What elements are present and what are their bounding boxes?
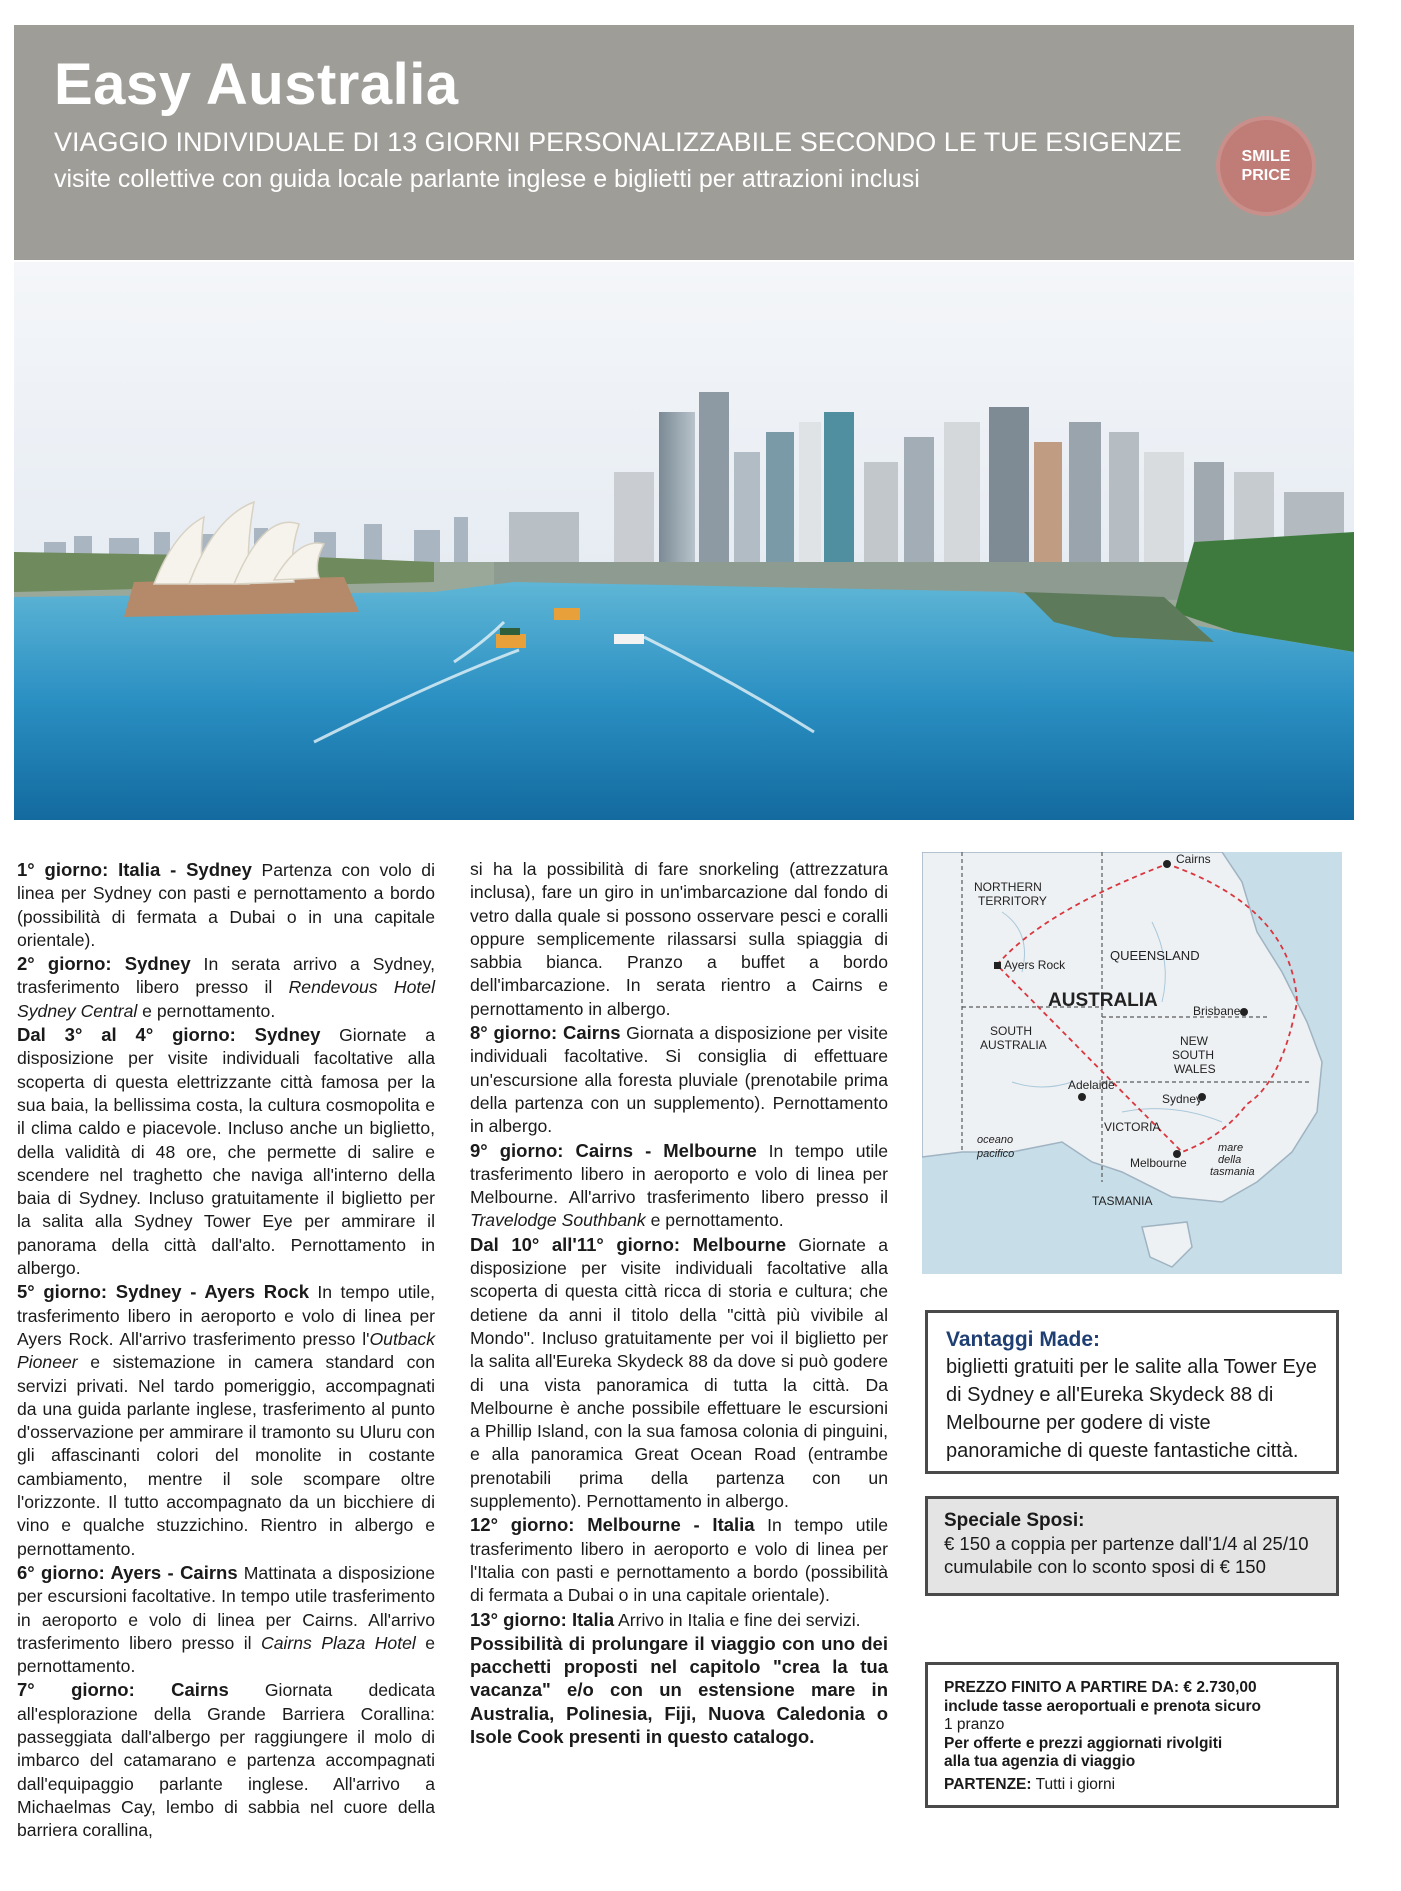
australia-route-map — [922, 852, 1342, 1274]
map-label-south-australia-1: SOUTH — [990, 1024, 1032, 1038]
map-labels — [922, 852, 1342, 1274]
day-3-text: Giornate a disposizione per visite individuali facoltative alla scoperta di questa elettrizzante città famosa per la sua baia, la bellissima costa, la cultura cosmopolita e il clima caldo e piacevole. Incluso anche un biglietto, della validità di 48 ore, che permette di salire e scendere nel traghetto che naviga all'interno della baia di Sydney. Incluso gratuitamente il biglietto per la salita alla Sydney Tower Eye per ammirare il panorama della città dall'alto. Pernottamento in albergo. — [17, 1025, 435, 1279]
speciale-sposi-box — [925, 1496, 1339, 1596]
day-6-title: 6° giorno: Ayers - Cairns — [17, 1561, 238, 1583]
day-2-title: 2° giorno: Sydney — [17, 953, 191, 975]
map-label-sea-3: tasmania — [1210, 1166, 1255, 1178]
day-1-title: 1° giorno: Italia - Sydney — [17, 859, 252, 880]
price-offers: Per offerte e prezzi aggiornati rivolgiti — [944, 1734, 1223, 1752]
price-agency: alla tua agenzia di viaggio — [944, 1753, 1136, 1770]
page-tagline: visite collettive con guida locale parlante inglese e biglietti per attrazioni inclusi — [54, 165, 920, 193]
day-2-hotel: Rendevous Hotel Sydney Central — [17, 977, 435, 1021]
itinerary-day-3 — [17, 1023, 435, 1280]
page-subtitle: VIAGGIO INDIVIDUALE DI 13 GIORNI PERSONALIZZABILE SECONDO LE TUE ESIGENZE — [54, 127, 1182, 157]
badge-line-1: SMILE — [1241, 148, 1291, 165]
map-label-adelaide: Adelaide — [1068, 1078, 1115, 1092]
day-5-title: 5° giorno: Sydney - Ayers Rock — [17, 1281, 309, 1303]
itinerary-column-1 — [17, 858, 435, 1842]
day-5-hotel: Outback Pioneer — [17, 1328, 435, 1373]
day-13-text: Arrivo in Italia e fine dei servizi. — [614, 1609, 861, 1630]
vantaggi-title: Vantaggi Made: — [946, 1328, 1101, 1351]
day-6-text-b: e pernottamento. — [17, 1632, 435, 1677]
sydney-harbour-photo — [14, 262, 1354, 820]
day-5-text-b: e sistemazione in camera standard con servizi privati. Nel tardo pomeriggio, accompagnati da una guida parlante inglese, trasferimento al punto d'osservazione per ammirare il tramonto su Uluru con gli affascinanti colori del monolite in costante cambiamento, mentre il sole scompare oltre l'orizzonte. Il tutto accompagnato da un bicchiere di vino e qualche stuzzichino. Rientro in albergo e pernottamento. — [17, 1352, 435, 1559]
day-7-text-b: si ha la possibilità di fare snorkeling (attrezzatura inclusa), fare un giro in un'imbarcazione dal fondo di vetro dalla quale si possono osservare pesci e coralli oppure semplicemente rilassarsi sulla spiaggia di sabbia bianca. Pranzo a buffet a bordo dell'imbarcazione. In serata rientro a Cairns e pernottamento in albergo. — [470, 859, 888, 1019]
day-13-title: 13° giorno: Italia — [470, 1608, 615, 1630]
day-9-text-a: In tempo utile trasferimento libero in aeroporto e volo di linea per Melbourne. All'arrivo trasferimento libero presso il — [470, 1140, 889, 1208]
map-label-sea-1: mare — [1218, 1142, 1244, 1154]
itinerary-day-2 — [17, 952, 435, 1023]
map-label-ocean-1: oceano — [977, 1134, 1014, 1146]
map-label-nsw-2: SOUTH — [1172, 1048, 1214, 1062]
map-label-brisbane: Brisbane — [1193, 1004, 1241, 1018]
sposi-title: Speciale Sposi: — [944, 1510, 1085, 1531]
map-label-ocean-2: pacifico — [977, 1148, 1015, 1160]
day-12-text: In tempo utile trasferimento libero in aeroporto e volo di linea per l'Italia con pasti e pernottamento a bordo (possibilità di fermata a Dubai o in una capitale orientale). — [470, 1515, 889, 1606]
price-includes: include tasse aeroportuali e prenota sicuro — [944, 1697, 1261, 1715]
itinerary-day-12 — [470, 1513, 888, 1607]
day-9-title: 9° giorno: Cairns - Melbourne — [470, 1139, 757, 1161]
map-label-nsw-3: WALES — [1174, 1062, 1216, 1076]
map-label-sea-2: della — [1218, 1154, 1242, 1166]
departures-value: Tutti i giorni — [1031, 1775, 1116, 1793]
map-label-cairns: Cairns — [1176, 852, 1211, 866]
day-7-text-a: Giornata dedicata all'esplorazione della Grande Barriera Corallina: passeggiata dall'albergo per raggiungere il molo di imbarco del catamarano e partenza accompagnati dall'equipaggio parlante inglese. All'arrivo a Michaelmas Cay, lembo di sabbia nel cuore della barriera corallina, — [17, 1680, 435, 1841]
price-lunch: 1 pranzo — [944, 1716, 1005, 1733]
itinerary-day-7 — [17, 1678, 435, 1842]
itinerary-day-1 — [17, 858, 435, 952]
day-1-text: Partenza con volo di linea per Sydney con pasti e pernottamento a bordo (possibilità di fermata a Dubai o in una capitale orientale). — [17, 860, 436, 950]
map-label-queensland: QUEENSLAND — [1110, 948, 1200, 963]
day-6-hotel: Cairns Plaza Hotel — [261, 1632, 416, 1653]
map-label-sydney: Sydney — [1162, 1092, 1203, 1106]
day-8-text: Giornata a disposizione per visite individuali facoltative. Si consiglia di effettuare un'escursione alla foresta pluviale (prenotabile prima della partenza con un supplemento). Pernottamento in albergo. — [470, 1023, 888, 1137]
departures-label: PARTENZE: — [944, 1775, 1032, 1793]
itinerary-column-2 — [470, 858, 888, 1748]
sposi-line-2: cumulabile con lo sconto sposi di € 150 — [944, 1556, 1266, 1577]
day-6-text-a: Mattinata a disposizione per escursioni facoltative. In tempo utile trasferimento in aeroporto e volo di linea per Cairns. All'arrivo trasferimento libero presso il — [17, 1562, 435, 1653]
map-label-victoria: VICTORIA — [1104, 1120, 1161, 1134]
header-banner — [14, 25, 1354, 260]
price-box — [925, 1662, 1339, 1808]
vantaggi-text: biglietti gratuiti per le salite alla Tower Eye di Sydney e all'Eureka Skydeck 88 di Melbourne per godere di viste panoramiche di queste fantastiche città. — [946, 1356, 1317, 1462]
day-12-title: 12° giorno: Melbourne - Italia — [470, 1514, 755, 1536]
day-5-text-a: In tempo utile, trasferimento libero in aeroporto e volo di linea per Ayers Rock. All'arrivo trasferimento presso l' — [17, 1282, 435, 1349]
day-2-text-a: In serata arrivo a Sydney, trasferimento libero presso il — [17, 954, 435, 998]
map-label-northern-territory-2: TERRITORY — [978, 894, 1047, 908]
day-10-title: Dal 10° all'11° giorno: Melbourne — [470, 1233, 787, 1255]
itinerary-day-10 — [470, 1233, 888, 1514]
itinerary-day-8 — [470, 1021, 888, 1138]
page-title: Easy Australia — [54, 52, 459, 117]
map-label-nsw-1: NEW — [1180, 1034, 1208, 1048]
day-9-text-b: e pernottamento. — [645, 1210, 784, 1231]
map-label-south-australia-2: AUSTRALIA — [980, 1038, 1047, 1052]
price-line: PREZZO FINITO A PARTIRE DA: € 2.730,00 — [944, 1679, 1257, 1696]
day-7-title: 7° giorno: Cairns — [17, 1679, 229, 1701]
badge-line-2: PRICE — [1241, 167, 1291, 184]
day-9-hotel: Travelodge Southbank — [470, 1210, 646, 1231]
day-2-text-b: e pernottamento. — [137, 1000, 276, 1021]
itinerary-day-13 — [470, 1608, 888, 1632]
day-10-text: Giornate a disposizione per visite individuali facoltative alla scoperta di questa città ricca di storia e cultura; che detiene da anni il titolo della "città più vivibile al Mondo". Incluso gratuitamente per voi il biglietto per la salita all'Eureka Skydeck 88 da dove si può godere di una vista panoramica di tutta la città. Da Melbourne è anche possibile effettuare le escursioni a Phillip Island, con la sua famosa colonia di pinguini, e alla panoramica Great Ocean Road (entrambe prenotabili prima della partenza con un supplemento). Pernottamento in albergo. — [470, 1234, 888, 1512]
itinerary-day-9 — [470, 1139, 888, 1233]
itinerary-day-7-continued — [470, 858, 888, 1021]
map-label-northern-territory-1: NORTHERN — [974, 880, 1042, 894]
sposi-line-1: € 150 a coppia per partenze dall'1/4 al 25/10 — [944, 1533, 1309, 1554]
map-label-australia: AUSTRALIA — [1048, 990, 1158, 1011]
day-8-title: 8° giorno: Cairns — [470, 1022, 621, 1044]
vantaggi-made-box — [925, 1310, 1339, 1474]
extension-note: Possibilità di prolungare il viaggio con uno dei pacchetti proposti nel capitolo "crea la tua vacanza" e/o con un estensione mare in Australia, Polinesia, Fiji, Nuova Caledonia o Isole Cook presenti in questo catalogo. — [470, 1632, 888, 1747]
map-label-tasmania: TASMANIA — [1092, 1194, 1153, 1208]
departures-line — [944, 1776, 1320, 1795]
map-label-ayers-rock: Ayers Rock — [1004, 958, 1066, 972]
itinerary-day-5 — [17, 1280, 435, 1561]
map-label-melbourne: Melbourne — [1130, 1156, 1187, 1170]
smile-price-badge — [1220, 120, 1312, 212]
itinerary-day-6 — [17, 1561, 435, 1678]
day-3-title: Dal 3° al 4° giorno: Sydney — [17, 1024, 321, 1046]
